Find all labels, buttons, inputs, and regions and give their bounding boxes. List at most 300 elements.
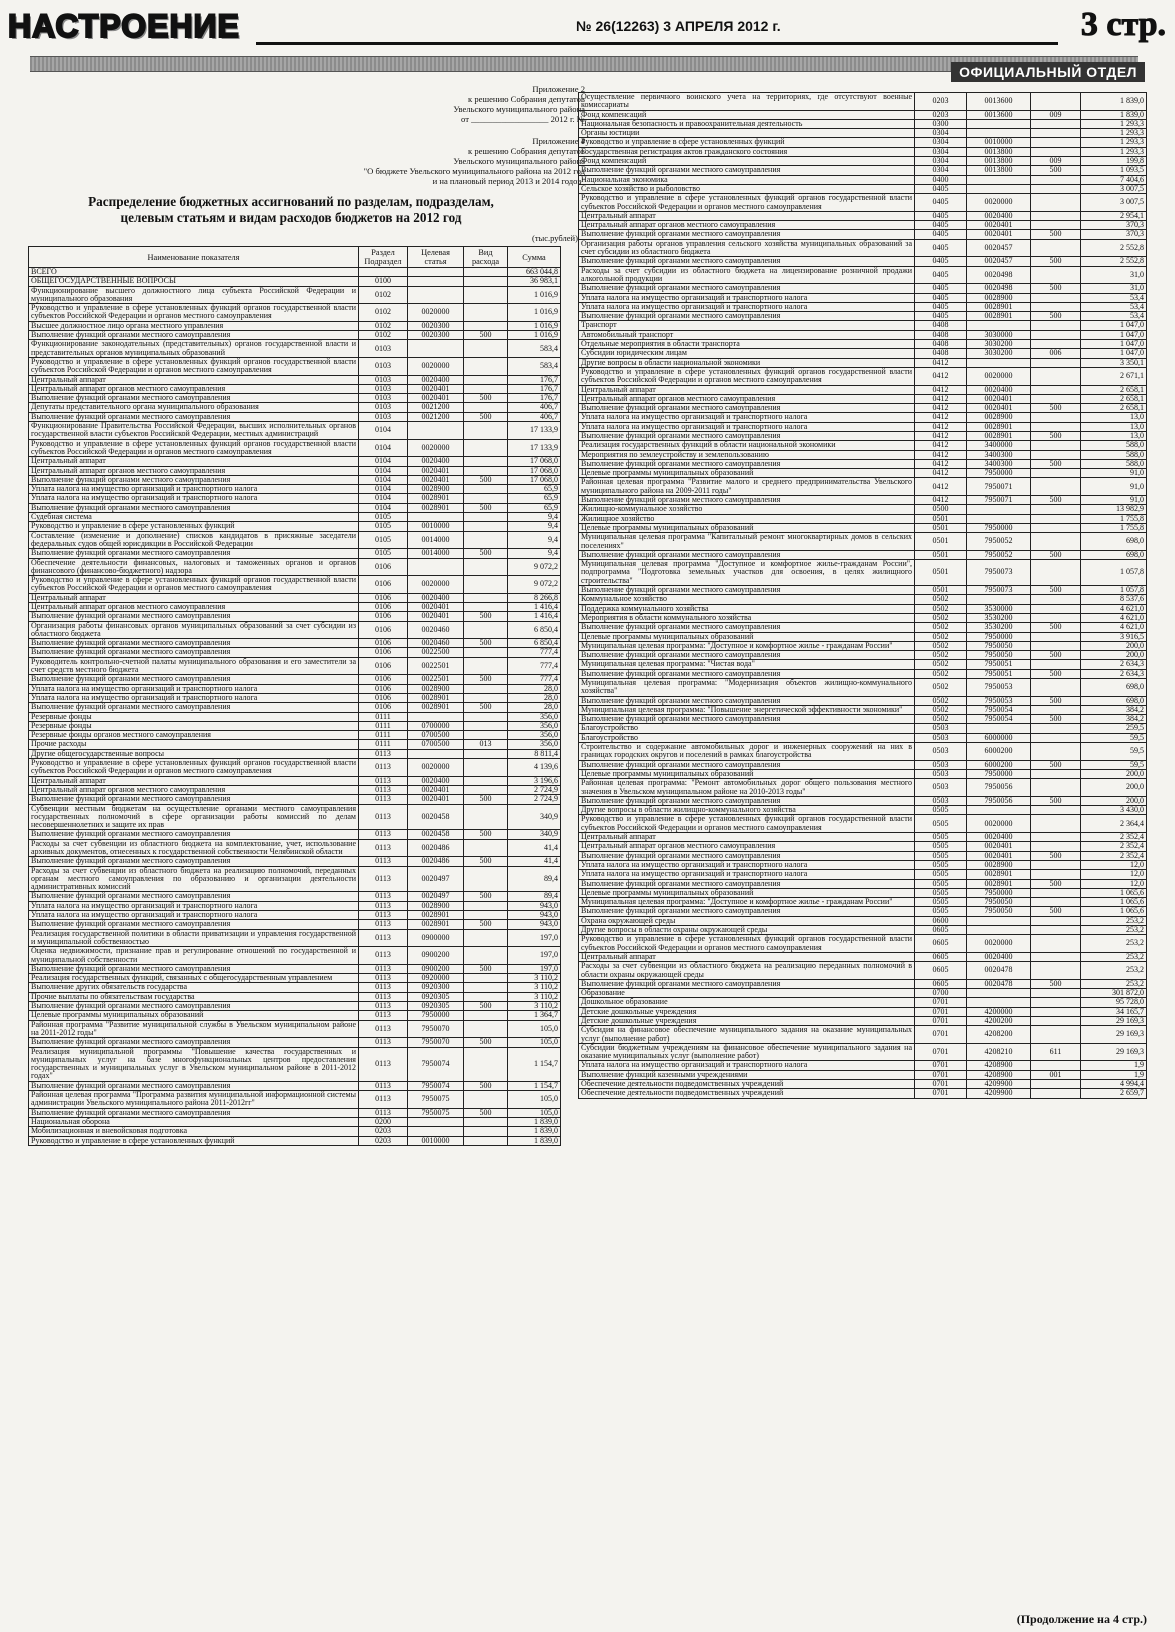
row-expense-type bbox=[1031, 422, 1081, 431]
row-sum: 1 839,0 bbox=[508, 1136, 561, 1145]
row-sum: 36 983,1 bbox=[508, 277, 561, 286]
row-expense-type bbox=[464, 439, 508, 457]
row-sum: 1 057,8 bbox=[1081, 586, 1147, 595]
row-name: Выполнение функций органами местного самоуправления bbox=[579, 496, 915, 505]
row-name: Центральный аппарат органов местного самоуправления bbox=[29, 602, 359, 611]
row-sum: 2 352,4 bbox=[1081, 851, 1147, 860]
row-sum: 7 404,6 bbox=[1081, 175, 1147, 184]
row-section: 0505 bbox=[915, 870, 967, 879]
row-name: Уплата налога на имущество организаций и транспортного налога bbox=[579, 422, 915, 431]
table-row bbox=[29, 286, 561, 304]
row-section: 0304 bbox=[915, 138, 967, 147]
budget-table-right bbox=[578, 92, 1147, 1099]
row-expense-type bbox=[1031, 194, 1081, 212]
annex-line: "О бюджете Увельского муниципального района на 2012 год bbox=[363, 166, 585, 176]
row-expense-type bbox=[464, 901, 508, 910]
row-target: 0022501 bbox=[408, 657, 464, 675]
row-expense-type: 500 bbox=[464, 331, 508, 340]
table-row bbox=[29, 403, 561, 412]
table-row bbox=[579, 935, 1147, 953]
row-target: 0028901 bbox=[967, 312, 1031, 321]
row-target: 0020401 bbox=[408, 602, 464, 611]
row-section: 0412 bbox=[915, 413, 967, 422]
row-expense-type bbox=[464, 947, 508, 965]
row-expense-type bbox=[1031, 221, 1081, 230]
row-sum: 663 044,8 bbox=[508, 268, 561, 277]
row-expense-type: 500 bbox=[464, 703, 508, 712]
row-target: 0013800 bbox=[967, 166, 1031, 175]
row-target: 0020400 bbox=[408, 375, 464, 384]
row-target: 0020401 bbox=[967, 394, 1031, 403]
row-target: 0010000 bbox=[408, 522, 464, 531]
row-sum: 340,9 bbox=[508, 830, 561, 839]
row-sum: 13,0 bbox=[1081, 413, 1147, 422]
row-sum: 12,0 bbox=[1081, 870, 1147, 879]
row-expense-type: 500 bbox=[1031, 586, 1081, 595]
row-target: 7950054 bbox=[967, 715, 1031, 724]
row-name: Другие вопросы в области национальной экономики bbox=[579, 358, 915, 367]
table-row bbox=[579, 879, 1147, 888]
row-section: 0102 bbox=[359, 321, 408, 330]
row-target: 7950053 bbox=[967, 679, 1031, 697]
row-target: 0020400 bbox=[408, 593, 464, 602]
row-target: 7950075 bbox=[408, 1091, 464, 1109]
table-row bbox=[29, 1081, 561, 1090]
row-target: 7950070 bbox=[408, 1038, 464, 1047]
row-section: 0104 bbox=[359, 494, 408, 503]
row-expense-type bbox=[1031, 505, 1081, 514]
table-row bbox=[29, 475, 561, 484]
table-row bbox=[579, 705, 1147, 714]
row-sum: 384,2 bbox=[1081, 705, 1147, 714]
table-row bbox=[29, 331, 561, 340]
row-expense-type bbox=[464, 804, 508, 830]
row-sum: 583,4 bbox=[508, 340, 561, 358]
row-section: 0701 bbox=[915, 1007, 967, 1016]
row-name: Выполнение функций органами местного самоуправления bbox=[579, 651, 915, 660]
table-row bbox=[29, 648, 561, 657]
row-target bbox=[408, 513, 464, 522]
row-name: Выполнение функций органами местного самоуправления bbox=[29, 795, 359, 804]
row-name: Целевые программы муниципальных образований bbox=[579, 632, 915, 641]
row-expense-type bbox=[1031, 469, 1081, 478]
table-row bbox=[29, 1011, 561, 1020]
row-section: 0105 bbox=[359, 522, 408, 531]
row-sum: 176,7 bbox=[508, 394, 561, 403]
row-expense-type bbox=[1031, 779, 1081, 797]
row-sum: 1 065,6 bbox=[1081, 898, 1147, 907]
row-name: Фонд компенсаций bbox=[579, 110, 915, 119]
table-row bbox=[579, 293, 1147, 302]
row-sum: 340,9 bbox=[508, 804, 561, 830]
table-row bbox=[29, 513, 561, 522]
table-row bbox=[579, 952, 1147, 961]
row-name: Муниципальная целевая программа: "Модернизация объектов жилищно-коммунального хозяйства" bbox=[579, 679, 915, 697]
table-row bbox=[579, 385, 1147, 394]
row-sum: 1 016,9 bbox=[508, 286, 561, 304]
row-expense-type bbox=[464, 1117, 508, 1126]
row-expense-type bbox=[1031, 604, 1081, 613]
row-name: Выполнение функций органами местного самоуправления bbox=[579, 715, 915, 724]
row-section: 0412 bbox=[915, 469, 967, 478]
row-sum: 1 293,3 bbox=[1081, 129, 1147, 138]
row-name: Резервные фонды органов местного самоуправления bbox=[29, 731, 359, 740]
row-sum: 105,0 bbox=[508, 1091, 561, 1109]
row-section: 0104 bbox=[359, 422, 408, 440]
table-row bbox=[29, 304, 561, 322]
masthead bbox=[8, 6, 1168, 52]
row-section: 0105 bbox=[359, 513, 408, 522]
row-target: 6000200 bbox=[967, 743, 1031, 761]
row-sum: 34 165,7 bbox=[1081, 1007, 1147, 1016]
row-target bbox=[967, 806, 1031, 815]
row-target bbox=[967, 175, 1031, 184]
row-sum: 4 994,4 bbox=[1081, 1080, 1147, 1089]
row-section: 0503 bbox=[915, 743, 967, 761]
row-name: Организация работы органов управления сельского хозяйства муниципальных образований за счет субсидии из областного бюджета bbox=[579, 239, 915, 257]
table-row bbox=[579, 979, 1147, 988]
row-target bbox=[967, 989, 1031, 998]
row-section: 0103 bbox=[359, 357, 408, 375]
row-section: 0106 bbox=[359, 602, 408, 611]
row-name: Выполнение функций органами местного самоуправления bbox=[579, 669, 915, 678]
row-sum: 777,4 bbox=[508, 648, 561, 657]
row-sum: 65,9 bbox=[508, 503, 561, 512]
row-sum: 2 552,8 bbox=[1081, 257, 1147, 266]
table-row bbox=[29, 494, 561, 503]
row-section: 0701 bbox=[915, 1026, 967, 1044]
row-section: 0106 bbox=[359, 657, 408, 675]
row-section: 0501 bbox=[915, 514, 967, 523]
table-row bbox=[29, 830, 561, 839]
row-name: Прочие расходы bbox=[29, 740, 359, 749]
row-section: 0103 bbox=[359, 384, 408, 393]
row-sum: 28,0 bbox=[508, 703, 561, 712]
row-section: 0113 bbox=[359, 857, 408, 866]
row-target bbox=[408, 268, 464, 277]
row-name: Центральный аппарат органов местного самоуправления bbox=[29, 785, 359, 794]
row-target: 0020000 bbox=[408, 439, 464, 457]
row-target: 0028900 bbox=[408, 485, 464, 494]
row-name: Целевые программы муниципальных образований bbox=[579, 888, 915, 897]
row-sum: 4 621,0 bbox=[1081, 604, 1147, 613]
row-target: 0013600 bbox=[967, 93, 1031, 111]
row-sum: 200,0 bbox=[1081, 641, 1147, 650]
row-sum: 3 110,2 bbox=[508, 992, 561, 1001]
table-row bbox=[29, 1047, 561, 1081]
table-row bbox=[579, 1080, 1147, 1089]
annex-2 bbox=[265, 84, 585, 124]
row-expense-type: 500 bbox=[1031, 696, 1081, 705]
table-row bbox=[579, 157, 1147, 166]
table-row bbox=[29, 892, 561, 901]
row-section: 0106 bbox=[359, 648, 408, 657]
row-section: 0405 bbox=[915, 184, 967, 193]
row-name: Уплата налога на имущество организаций и транспортного налога bbox=[29, 901, 359, 910]
table-row bbox=[29, 974, 561, 983]
row-section: 0605 bbox=[915, 962, 967, 980]
row-name: Выполнение функций органами местного самоуправления bbox=[29, 612, 359, 621]
row-target: 3530000 bbox=[967, 604, 1031, 613]
table-row bbox=[579, 450, 1147, 459]
row-section: 0304 bbox=[915, 157, 967, 166]
row-name: Руководство и управление в сфере установленных функций bbox=[579, 138, 915, 147]
row-name: Охрана окружающей среды bbox=[579, 916, 915, 925]
row-expense-type bbox=[464, 304, 508, 322]
row-section: 0412 bbox=[915, 385, 967, 394]
row-target: 0028901 bbox=[967, 870, 1031, 879]
row-expense-type bbox=[464, 357, 508, 375]
table-row bbox=[579, 349, 1147, 358]
row-section: 0400 bbox=[915, 175, 967, 184]
row-section: 0111 bbox=[359, 740, 408, 749]
row-sum: 59,5 bbox=[1081, 743, 1147, 761]
row-expense-type: 500 bbox=[1031, 459, 1081, 468]
row-expense-type bbox=[464, 457, 508, 466]
row-name: Центральный аппарат bbox=[579, 952, 915, 961]
row-expense-type: 009 bbox=[1031, 110, 1081, 119]
row-sum: 2 724,9 bbox=[508, 785, 561, 794]
row-name: Реализация государственных функций в области национальной экономики bbox=[579, 441, 915, 450]
table-row bbox=[579, 815, 1147, 833]
row-section: 0113 bbox=[359, 866, 408, 892]
table-row bbox=[29, 384, 561, 393]
col-header-type: Вид расхода bbox=[464, 247, 508, 268]
table-row bbox=[579, 595, 1147, 604]
row-sum: 253,2 bbox=[1081, 926, 1147, 935]
table-row bbox=[579, 613, 1147, 622]
row-target: 0020401 bbox=[967, 221, 1031, 230]
row-target: 0010000 bbox=[408, 1136, 464, 1145]
table-row bbox=[579, 623, 1147, 632]
row-name: Руководство и управление в сфере установленных функций органов государственной власти субъектов Российской Федерации и органов местного самоуправления bbox=[579, 815, 915, 833]
row-target: 7950051 bbox=[967, 669, 1031, 678]
row-target: 0020401 bbox=[967, 404, 1031, 413]
row-target: 0920305 bbox=[408, 1002, 464, 1011]
row-section: 0408 bbox=[915, 321, 967, 330]
row-expense-type bbox=[1031, 733, 1081, 742]
row-name: Функционирование Правительства Российской Федерации, высших исполнительных органов государственной власти субъектов Российской Федерации, местных администраций bbox=[29, 422, 359, 440]
row-section: 0104 bbox=[359, 503, 408, 512]
table-row bbox=[29, 1108, 561, 1117]
row-sum: 588,0 bbox=[1081, 459, 1147, 468]
row-target: 7950000 bbox=[967, 632, 1031, 641]
row-target: 4208900 bbox=[967, 1070, 1031, 1079]
row-name: Депутаты представительного органа муниципального образования bbox=[29, 403, 359, 412]
row-name: Национальная экономика bbox=[579, 175, 915, 184]
row-expense-type: 500 bbox=[1031, 669, 1081, 678]
table-row bbox=[579, 907, 1147, 916]
row-sum: 1 093,5 bbox=[1081, 166, 1147, 175]
row-expense-type: 500 bbox=[1031, 623, 1081, 632]
row-target bbox=[408, 749, 464, 758]
row-target bbox=[967, 358, 1031, 367]
row-sum: 2 954,1 bbox=[1081, 211, 1147, 220]
row-sum: 2 724,9 bbox=[508, 795, 561, 804]
row-expense-type: 500 bbox=[1031, 851, 1081, 860]
row-target: 0700500 bbox=[408, 731, 464, 740]
row-expense-type bbox=[464, 422, 508, 440]
row-section: 0405 bbox=[915, 284, 967, 293]
row-expense-type bbox=[464, 593, 508, 602]
row-expense-type bbox=[1031, 842, 1081, 851]
row-expense-type: 500 bbox=[464, 394, 508, 403]
table-row bbox=[29, 740, 561, 749]
row-sum: 253,2 bbox=[1081, 916, 1147, 925]
row-sum: 3 110,2 bbox=[508, 983, 561, 992]
row-target: 7950052 bbox=[967, 550, 1031, 559]
row-name: Центральный аппарат органов местного самоуправления bbox=[579, 394, 915, 403]
row-sum: 9,4 bbox=[508, 522, 561, 531]
row-sum: 698,0 bbox=[1081, 696, 1147, 705]
row-sum: 943,0 bbox=[508, 901, 561, 910]
row-name: Выполнение функций органами местного самоуправления bbox=[29, 830, 359, 839]
row-target: 4208200 bbox=[967, 1026, 1031, 1044]
row-target: 0020000 bbox=[408, 357, 464, 375]
row-section: 0502 bbox=[915, 623, 967, 632]
table-row bbox=[579, 138, 1147, 147]
row-expense-type: 001 bbox=[1031, 1070, 1081, 1079]
table-row bbox=[579, 1043, 1147, 1061]
row-expense-type bbox=[464, 929, 508, 947]
table-row bbox=[579, 166, 1147, 175]
row-expense-type bbox=[464, 721, 508, 730]
row-target: 3400000 bbox=[967, 441, 1031, 450]
row-target: 4208210 bbox=[967, 1043, 1031, 1061]
table-header-row bbox=[29, 247, 561, 268]
table-row bbox=[29, 712, 561, 721]
row-target bbox=[967, 916, 1031, 925]
table-row bbox=[579, 478, 1147, 496]
row-name: Составление (изменение и дополнение) списков кандидатов в присяжные заседатели федеральных судов общей юрисдикции в Российской Федерации bbox=[29, 531, 359, 549]
table-row bbox=[579, 330, 1147, 339]
table-row bbox=[579, 119, 1147, 128]
row-name: Уплата налога на имущество организаций и транспортного налога bbox=[579, 1061, 915, 1070]
row-target: 0020457 bbox=[967, 239, 1031, 257]
row-expense-type bbox=[464, 340, 508, 358]
row-name: Выполнение функций органами местного самоуправления bbox=[579, 851, 915, 860]
row-section: 0412 bbox=[915, 459, 967, 468]
row-expense-type bbox=[1031, 330, 1081, 339]
row-target: 7950050 bbox=[967, 907, 1031, 916]
row-target: 0021200 bbox=[408, 412, 464, 421]
row-name: Фонд компенсаций bbox=[579, 157, 915, 166]
row-expense-type: 500 bbox=[464, 857, 508, 866]
row-sum: 1,9 bbox=[1081, 1070, 1147, 1079]
row-section: 0405 bbox=[915, 293, 967, 302]
row-section: 0113 bbox=[359, 1081, 408, 1090]
row-sum: 17 068,0 bbox=[508, 475, 561, 484]
row-name: Органы юстиции bbox=[579, 129, 915, 138]
row-expense-type bbox=[1031, 870, 1081, 879]
row-expense-type: 500 bbox=[1031, 907, 1081, 916]
row-section: 0502 bbox=[915, 679, 967, 697]
row-expense-type bbox=[1031, 1016, 1081, 1025]
row-expense-type: 500 bbox=[1031, 651, 1081, 660]
row-target: 7950074 bbox=[408, 1081, 464, 1090]
row-section: 0113 bbox=[359, 839, 408, 857]
row-target: 7950071 bbox=[967, 496, 1031, 505]
row-sum: 17 068,0 bbox=[508, 457, 561, 466]
table-row bbox=[29, 357, 561, 375]
row-sum: 8 537,6 bbox=[1081, 595, 1147, 604]
row-name: Выполнение функций органами местного самоуправления bbox=[579, 257, 915, 266]
table-row bbox=[29, 920, 561, 929]
row-expense-type bbox=[464, 1047, 508, 1081]
row-sum: 698,0 bbox=[1081, 550, 1147, 559]
row-target: 0028901 bbox=[408, 503, 464, 512]
row-section: 0106 bbox=[359, 684, 408, 693]
row-name: Выполнение функций органами местного самоуправления bbox=[579, 979, 915, 988]
row-name: Мероприятия по землеустройству и землепользованию bbox=[579, 450, 915, 459]
annex-line: Приложение 2 bbox=[532, 84, 585, 94]
row-name: Детские дошкольные учреждения bbox=[579, 1007, 915, 1016]
row-expense-type bbox=[1031, 138, 1081, 147]
row-sum: 356,0 bbox=[508, 712, 561, 721]
row-name: Руководство и управление в сфере установленных функций органов государственной власти субъектов Российской Федерации и органов местного самоуправления bbox=[29, 759, 359, 777]
row-sum: 1 755,8 bbox=[1081, 514, 1147, 523]
row-name: Расходы за счет субсидии из областного бюджета на лицензирование розничной продажи алкогольной продукции bbox=[579, 266, 915, 284]
row-expense-type: 500 bbox=[1031, 550, 1081, 559]
row-section: 0503 bbox=[915, 724, 967, 733]
table-row bbox=[579, 715, 1147, 724]
row-sum: 2 659,7 bbox=[1081, 1089, 1147, 1098]
row-section: 0106 bbox=[359, 703, 408, 712]
table-row bbox=[29, 1091, 561, 1109]
row-expense-type bbox=[1031, 129, 1081, 138]
row-section: 0505 bbox=[915, 842, 967, 851]
row-name: Поддержка коммунального хозяйства bbox=[579, 604, 915, 613]
row-target: 0020486 bbox=[408, 839, 464, 857]
row-name: Муниципальная целевая программа: "Повышение энергетической эффективности экономики" bbox=[579, 705, 915, 714]
row-section: 0113 bbox=[359, 1091, 408, 1109]
row-section: 0505 bbox=[915, 860, 967, 869]
row-expense-type: 500 bbox=[464, 549, 508, 558]
row-sum: 197,0 bbox=[508, 947, 561, 965]
row-sum: 2 352,4 bbox=[1081, 833, 1147, 842]
row-target bbox=[967, 129, 1031, 138]
row-sum: 199,8 bbox=[1081, 157, 1147, 166]
row-expense-type bbox=[464, 286, 508, 304]
table-row bbox=[29, 992, 561, 1001]
row-section: 0113 bbox=[359, 947, 408, 965]
row-expense-type: 611 bbox=[1031, 1043, 1081, 1061]
row-sum: 6 850,4 bbox=[508, 621, 561, 639]
row-name: Высшее должностное лицо органа местного управления bbox=[29, 321, 359, 330]
row-target: 0020458 bbox=[408, 804, 464, 830]
row-section: 0502 bbox=[915, 613, 967, 622]
row-target: 4200000 bbox=[967, 1007, 1031, 1016]
row-target: 0020300 bbox=[408, 331, 464, 340]
row-sum: 4 621,0 bbox=[1081, 623, 1147, 632]
row-section: 0502 bbox=[915, 715, 967, 724]
row-section: 0106 bbox=[359, 675, 408, 684]
row-section: 0502 bbox=[915, 705, 967, 714]
table-row bbox=[579, 257, 1147, 266]
row-sum: 4 139,6 bbox=[508, 759, 561, 777]
row-target: 7950075 bbox=[408, 1108, 464, 1117]
row-section: 0503 bbox=[915, 769, 967, 778]
row-sum: 13,0 bbox=[1081, 431, 1147, 440]
row-target: 0920300 bbox=[408, 983, 464, 992]
table-row bbox=[579, 870, 1147, 879]
table-row bbox=[579, 860, 1147, 869]
row-name: Организация работы финансовых органов муниципальных образований за счет субсидии из областного бюджета bbox=[29, 621, 359, 639]
annex-line: к решению Собрания депутатов bbox=[468, 146, 585, 156]
row-section: 0104 bbox=[359, 485, 408, 494]
row-expense-type: 013 bbox=[464, 740, 508, 749]
row-sum: 2 658,1 bbox=[1081, 394, 1147, 403]
